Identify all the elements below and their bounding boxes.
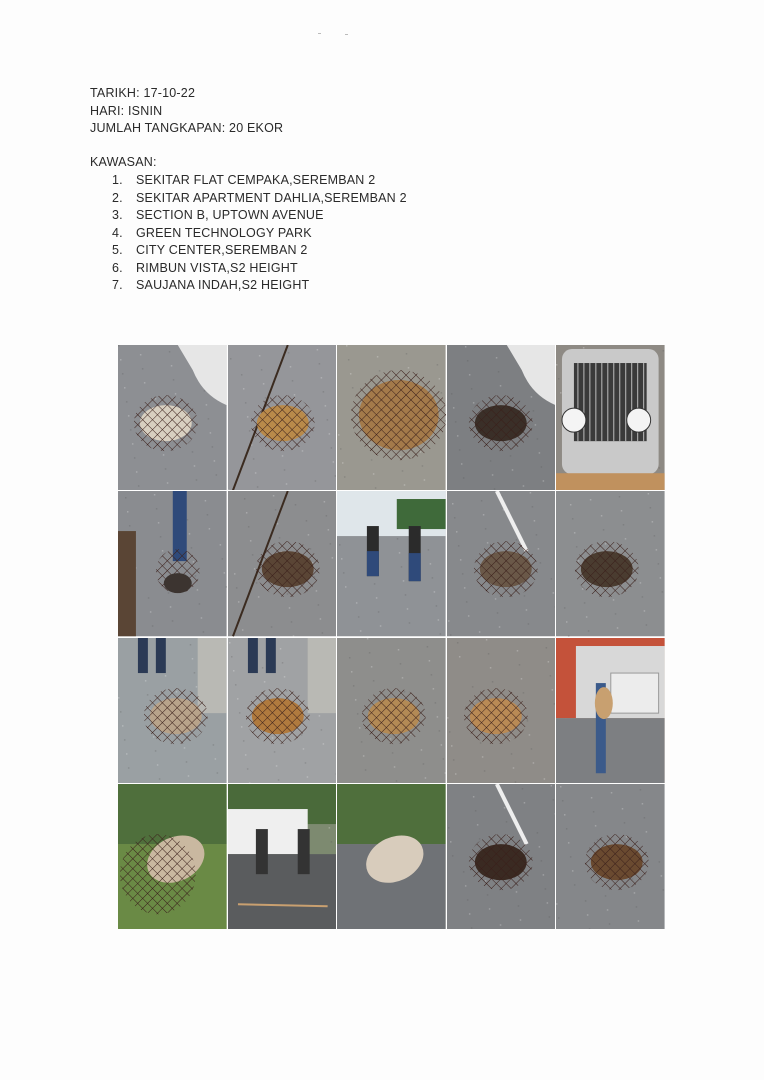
catch-photo-image [228, 345, 337, 490]
catch-photo [337, 491, 446, 636]
catch-photo [228, 345, 337, 490]
catch-photo [337, 784, 446, 929]
catch-photo-image [118, 638, 227, 783]
catch-photo [556, 638, 665, 783]
area-number: 2. [112, 190, 123, 205]
catch-photo-image [447, 784, 556, 929]
catch-photo [447, 491, 556, 636]
catch-photo [447, 784, 556, 929]
area-name: GREEN TECHNOLOGY PARK [136, 225, 312, 240]
area-list [112, 172, 407, 295]
area-number: 5. [112, 243, 123, 257]
area-item [112, 260, 407, 278]
catch-photo [228, 638, 337, 783]
catch-photo [556, 345, 665, 490]
catch-photo [337, 638, 446, 783]
catch-photo-image [337, 784, 446, 929]
catch-photo-image [118, 345, 227, 490]
report-date: TARIKH: 17-10-22 [90, 86, 196, 100]
catch-photo [228, 784, 337, 929]
catch-photo [118, 784, 227, 929]
area-number: 4. [112, 225, 123, 240]
area-item [112, 207, 407, 225]
area-heading: KAWASAN: [90, 155, 157, 169]
scan-speck [318, 33, 321, 34]
area-name: SEKITAR FLAT CEMPAKA,SEREMBAN 2 [136, 173, 376, 187]
area-item [112, 172, 407, 190]
catch-photo-image [118, 784, 227, 929]
area-item [112, 277, 407, 295]
catch-photo-image [337, 491, 446, 636]
photo-collage [118, 345, 665, 929]
catch-photo-image [228, 491, 337, 636]
catch-photo-image [447, 345, 556, 490]
catch-photo-image [556, 491, 665, 636]
catch-photo-image [447, 638, 556, 783]
area-name: CITY CENTER,SEREMBAN 2 [136, 243, 308, 257]
catch-photo [118, 491, 227, 636]
catch-photo-image [556, 784, 665, 929]
area-item [112, 225, 407, 243]
catch-photo [556, 784, 665, 929]
catch-photo-image [337, 345, 446, 490]
catch-photo-image [118, 491, 227, 636]
area-name: SAUJANA INDAH,S2 HEIGHT [136, 278, 310, 292]
report-day: HARI: ISNIN [90, 103, 163, 118]
scan-speck [345, 34, 348, 35]
area-item [112, 190, 407, 208]
area-number: 1. [112, 173, 123, 187]
catch-photo-image [228, 784, 337, 929]
catch-photo [337, 345, 446, 490]
catch-photo [447, 638, 556, 783]
catch-photo [447, 345, 556, 490]
catch-photo-image [228, 638, 337, 783]
catch-photo-image [447, 491, 556, 636]
area-name: SECTION B, UPTOWN AVENUE [136, 208, 324, 222]
catch-photo [228, 491, 337, 636]
report-header [90, 85, 283, 138]
area-number: 3. [112, 208, 123, 222]
catch-photo [556, 491, 665, 636]
report-total-catch: JUMLAH TANGKAPAN: 20 EKOR [90, 121, 284, 135]
area-item [112, 242, 407, 260]
catch-photo-image [337, 638, 446, 783]
area-number: 7. [112, 278, 123, 292]
area-number: 6. [112, 260, 123, 275]
area-name: SEKITAR APARTMENT DAHLIA,SEREMBAN 2 [136, 190, 407, 205]
catch-photo [118, 345, 227, 490]
area-name: RIMBUN VISTA,S2 HEIGHT [136, 260, 298, 275]
catch-photo-image [556, 345, 665, 490]
catch-photo-image [556, 638, 665, 783]
catch-photo [118, 638, 227, 783]
